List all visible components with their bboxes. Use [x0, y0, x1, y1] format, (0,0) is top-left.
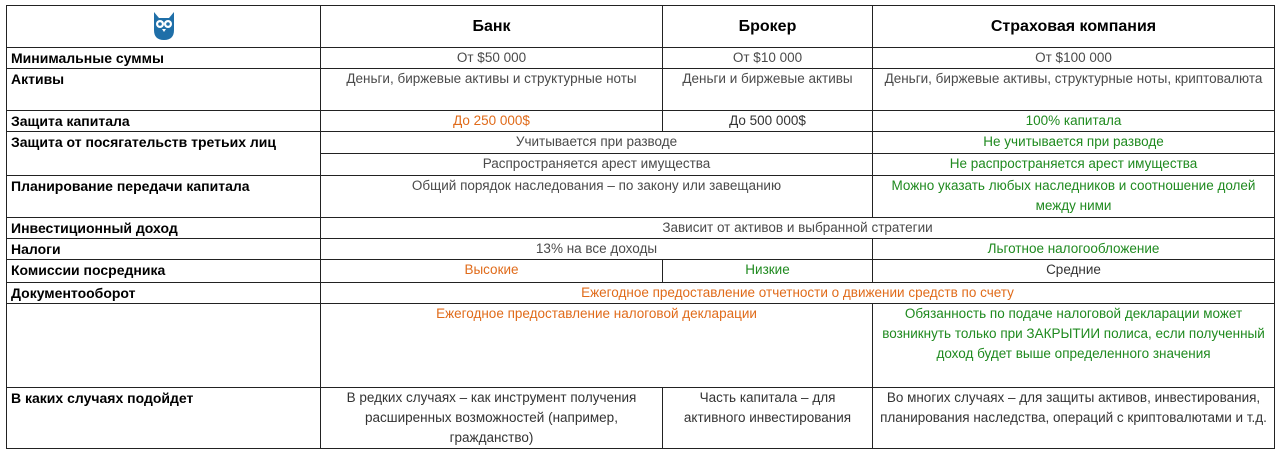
cell-broker: От $10 000 [663, 48, 873, 69]
row-label: Планирование передачи капитала [7, 176, 321, 218]
cell-insurance: Во многих случаях – для защиты активов, инвестирования, планирования наследства, операций с криптовалютами и т.д. [873, 388, 1275, 449]
cell-insurance: Можно указать любых наследников и соотношение долей между ними [873, 176, 1275, 218]
table-row [7, 176, 1275, 218]
table-row [7, 304, 1275, 388]
row-label: Защита от посягательств третьих лиц [7, 132, 321, 176]
cell-broker: Деньги и биржевые активы [663, 69, 873, 111]
row-label: Документооборот [7, 283, 321, 304]
cell-bank: От $50 000 [321, 48, 663, 69]
cell-insurance: Обязанность по подаче налоговой декларации может возникнуть только при ЗАКРЫТИИ полиса, если полученный доход будет выше определенного значения [873, 304, 1275, 388]
sub-cell: Не учитывается при разводе [983, 134, 1164, 149]
cell-broker: До 500 000$ [663, 111, 873, 132]
cell-bank-broker: Общий порядок наследования – по закону или завещанию [321, 176, 873, 218]
row-label: Активы [7, 69, 321, 111]
owl-icon [151, 10, 177, 42]
cell-all: Зависит от активов и выбранной стратегии [321, 218, 1275, 239]
header-row [7, 6, 1275, 48]
row-label: Комиссии посредника [7, 260, 321, 283]
table-row [7, 48, 1275, 69]
header-insurance: Страховая компания [873, 6, 1275, 48]
sub-cell: Распространяется арест имущества [321, 153, 872, 175]
header-broker: Брокер [663, 6, 873, 48]
table-row [7, 69, 1275, 111]
row-label: Минимальные суммы [7, 48, 321, 69]
cell-insurance: Деньги, биржевые активы, структурные ноты, криптовалюта [873, 69, 1275, 111]
header-bank: Банк [321, 6, 663, 48]
table-row [7, 111, 1275, 132]
table-row [7, 260, 1275, 283]
row-label: Налоги [7, 239, 321, 260]
cell-insurance [873, 132, 1275, 176]
cell-bank-broker: 13% на все доходы [321, 239, 873, 260]
cell-bank: До 250 000$ [321, 111, 663, 132]
cell-insurance: От $100 000 [873, 48, 1275, 69]
cell-bank-broker [321, 132, 873, 176]
table-row [7, 283, 1275, 304]
row-label: Инвестиционный доход [7, 218, 321, 239]
table-row [7, 218, 1275, 239]
cell-bank: Деньги, биржевые активы и структурные ноты [321, 69, 663, 111]
cell-bank: В редких случаях – как инструмент получения расширенных возможностей (например, гражданство) [321, 388, 663, 449]
sub-cell: Не распространяется арест имущества [873, 153, 1274, 175]
sub-cell: Учитывается при разводе [515, 134, 678, 149]
cell-all: Ежегодное предоставление отчетности о движении средств по счету [321, 283, 1275, 304]
cell-broker: Часть капитала – для активного инвестирования [663, 388, 873, 449]
cell-insurance: 100% капитала [873, 111, 1275, 132]
cell-insurance: Средние [873, 260, 1275, 283]
cell-broker: Низкие [663, 260, 873, 283]
row-label: В каких случаях подойдет [7, 388, 321, 449]
cell-insurance: Льготное налогообложение [873, 239, 1275, 260]
logo-cell [7, 6, 321, 48]
row-label-empty [7, 304, 321, 388]
comparison-table [6, 5, 1275, 449]
table-row [7, 132, 1275, 176]
row-label: Защита капитала [7, 111, 321, 132]
cell-bank: Высокие [321, 260, 663, 283]
table-row [7, 239, 1275, 260]
cell-bank-broker: Ежегодное предоставление налоговой декларации [321, 304, 873, 388]
table-row [7, 388, 1275, 449]
